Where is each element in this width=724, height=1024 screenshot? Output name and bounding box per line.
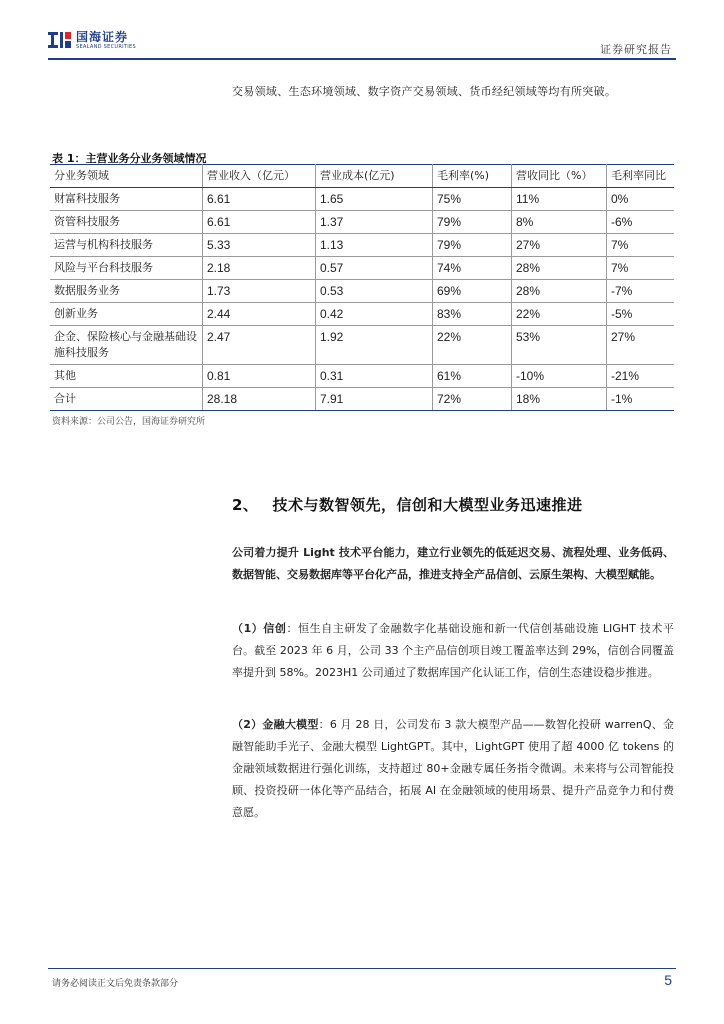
paragraph-tag: （1）信创	[232, 622, 287, 635]
table-total-row	[50, 388, 674, 411]
large-model-paragraph	[232, 714, 674, 824]
table-cell: 风险与平台科技服务	[50, 257, 203, 280]
footer-disclaimer: 请务必阅读正文后免责条款部分	[52, 979, 179, 989]
table-cell: 创新业务	[50, 303, 203, 326]
table-row	[50, 280, 674, 303]
xinchuang-paragraph	[232, 618, 674, 684]
table-cell: 企金、保险核心与金融基础设施科技服务	[50, 326, 203, 365]
table-cell: 其他	[50, 365, 203, 388]
table-title: 表 1：主营业务分业务领域情况	[52, 152, 207, 165]
table-cell: 1.37	[316, 211, 433, 234]
section-number: 2、	[232, 496, 259, 514]
page-header	[0, 0, 724, 60]
sealand-logo-icon	[48, 30, 72, 50]
paragraph-tag: （2）金融大模型	[232, 718, 319, 731]
column-header: 营收同比（%）	[512, 165, 607, 188]
table-cell: 75%	[433, 188, 512, 211]
column-header: 营业收入（亿元）	[203, 165, 316, 188]
table-cell: 合计	[50, 388, 203, 411]
table-row	[50, 211, 674, 234]
table-row	[50, 303, 674, 326]
header-divider	[48, 58, 676, 60]
table-cell: 61%	[433, 365, 512, 388]
table-cell: 27%	[607, 326, 675, 365]
table-cell: 1.65	[316, 188, 433, 211]
table-cell: 28.18	[203, 388, 316, 411]
table-cell: 6.61	[203, 211, 316, 234]
table-source-note: 资料来源：公司公告，国海证券研究所	[52, 417, 206, 427]
business-segment-table	[50, 164, 674, 411]
page-number: 5	[664, 972, 672, 988]
logo-english-name: SEALAND SECURITIES	[76, 43, 136, 50]
table-cell: 6.61	[203, 188, 316, 211]
column-header: 毛利率(%)	[433, 165, 512, 188]
table-cell: 79%	[433, 234, 512, 257]
column-header: 营业成本(亿元)	[316, 165, 433, 188]
table-cell: 2.44	[203, 303, 316, 326]
table-cell: 0.31	[316, 365, 433, 388]
table-row	[50, 365, 674, 388]
table-cell: -1%	[607, 388, 675, 411]
intro-text-line: 交易领域、生态环境领域、数字资产交易领域、货币经纪领域等均有所突破。	[232, 85, 617, 98]
table-cell: 7%	[607, 257, 675, 280]
paragraph-body: ：恒生自主研发了金融数字化基础设施和新一代信创基础设施 LIGHT 技术平台。截至 2023 年 6 月，公司 33 个主产品信创项目竣工覆盖率达到 29%，信创合同覆盖率提升到 58%。2023H1 公司通过了数据库国产化认证工作，信创生态建设稳步推进。	[232, 622, 674, 679]
table-cell: 0.57	[316, 257, 433, 280]
table-cell: 资管科技服务	[50, 211, 203, 234]
table-cell: 22%	[433, 326, 512, 365]
table-cell: 79%	[433, 211, 512, 234]
table-cell: 1.13	[316, 234, 433, 257]
table-cell: 27%	[512, 234, 607, 257]
table-cell: -10%	[512, 365, 607, 388]
table-cell: 72%	[433, 388, 512, 411]
table-cell: 2.18	[203, 257, 316, 280]
report-type-label: 证券研究报告	[600, 43, 672, 56]
table-row	[50, 257, 674, 280]
table-cell: 运营与机构科技服务	[50, 234, 203, 257]
table-header-row	[50, 165, 674, 188]
section-heading	[232, 494, 582, 515]
table-cell: 83%	[433, 303, 512, 326]
table-cell: 0.53	[316, 280, 433, 303]
table-cell: 22%	[512, 303, 607, 326]
table-cell: -5%	[607, 303, 675, 326]
table-cell: 5.33	[203, 234, 316, 257]
table-row	[50, 326, 674, 365]
table-cell: 0.42	[316, 303, 433, 326]
table-cell: 0%	[607, 188, 675, 211]
table-cell: 1.73	[203, 280, 316, 303]
footer-divider	[48, 968, 676, 969]
paragraph-body: ：6 月 28 日，公司发布 3 款大模型产品——数智化投研 warrenQ、金融智能助手光子、金融大模型 LightGPT。其中，LightGPT 使用了超 4000 亿 tokens 的金融领域数据进行强化训练，支持超过 80+金融专属任务指令微调。未来将与公司智能投顾、投资投研一体化等产品结合，拓展 AI 在金融领域的使用场景、提升产品竞争力和付费意愿。	[232, 718, 675, 819]
table-cell: 74%	[433, 257, 512, 280]
table-cell: -6%	[607, 211, 675, 234]
table-cell: 69%	[433, 280, 512, 303]
section-title: 技术与数智领先，信创和大模型业务迅速推进	[272, 496, 583, 514]
table-cell: 28%	[512, 280, 607, 303]
table-cell: 2.47	[203, 326, 316, 365]
table-cell: 11%	[512, 188, 607, 211]
table-cell: -7%	[607, 280, 675, 303]
column-header: 毛利率同比	[607, 165, 675, 188]
table-cell: -21%	[607, 365, 675, 388]
table-cell: 财富科技服务	[50, 188, 203, 211]
company-logo	[48, 30, 136, 50]
logo-chinese-name: 国海证券	[76, 29, 129, 44]
table-cell: 7.91	[316, 388, 433, 411]
table-cell: 28%	[512, 257, 607, 280]
table-cell: 0.81	[203, 365, 316, 388]
summary-paragraph: 公司着力提升 Light 技术平台能力，建立行业领先的低延迟交易、流程处理、业务低码、数据智能、交易数据库等平台化产品，推进支持全产品信创、云原生架构、大模型赋能。	[232, 546, 674, 581]
table-row	[50, 234, 674, 257]
table-cell: 数据服务业务	[50, 280, 203, 303]
column-header: 分业务领域	[50, 165, 203, 188]
table-cell: 53%	[512, 326, 607, 365]
table-cell: 1.92	[316, 326, 433, 365]
table-cell: 18%	[512, 388, 607, 411]
table-row	[50, 188, 674, 211]
table-cell: 7%	[607, 234, 675, 257]
table-cell: 8%	[512, 211, 607, 234]
